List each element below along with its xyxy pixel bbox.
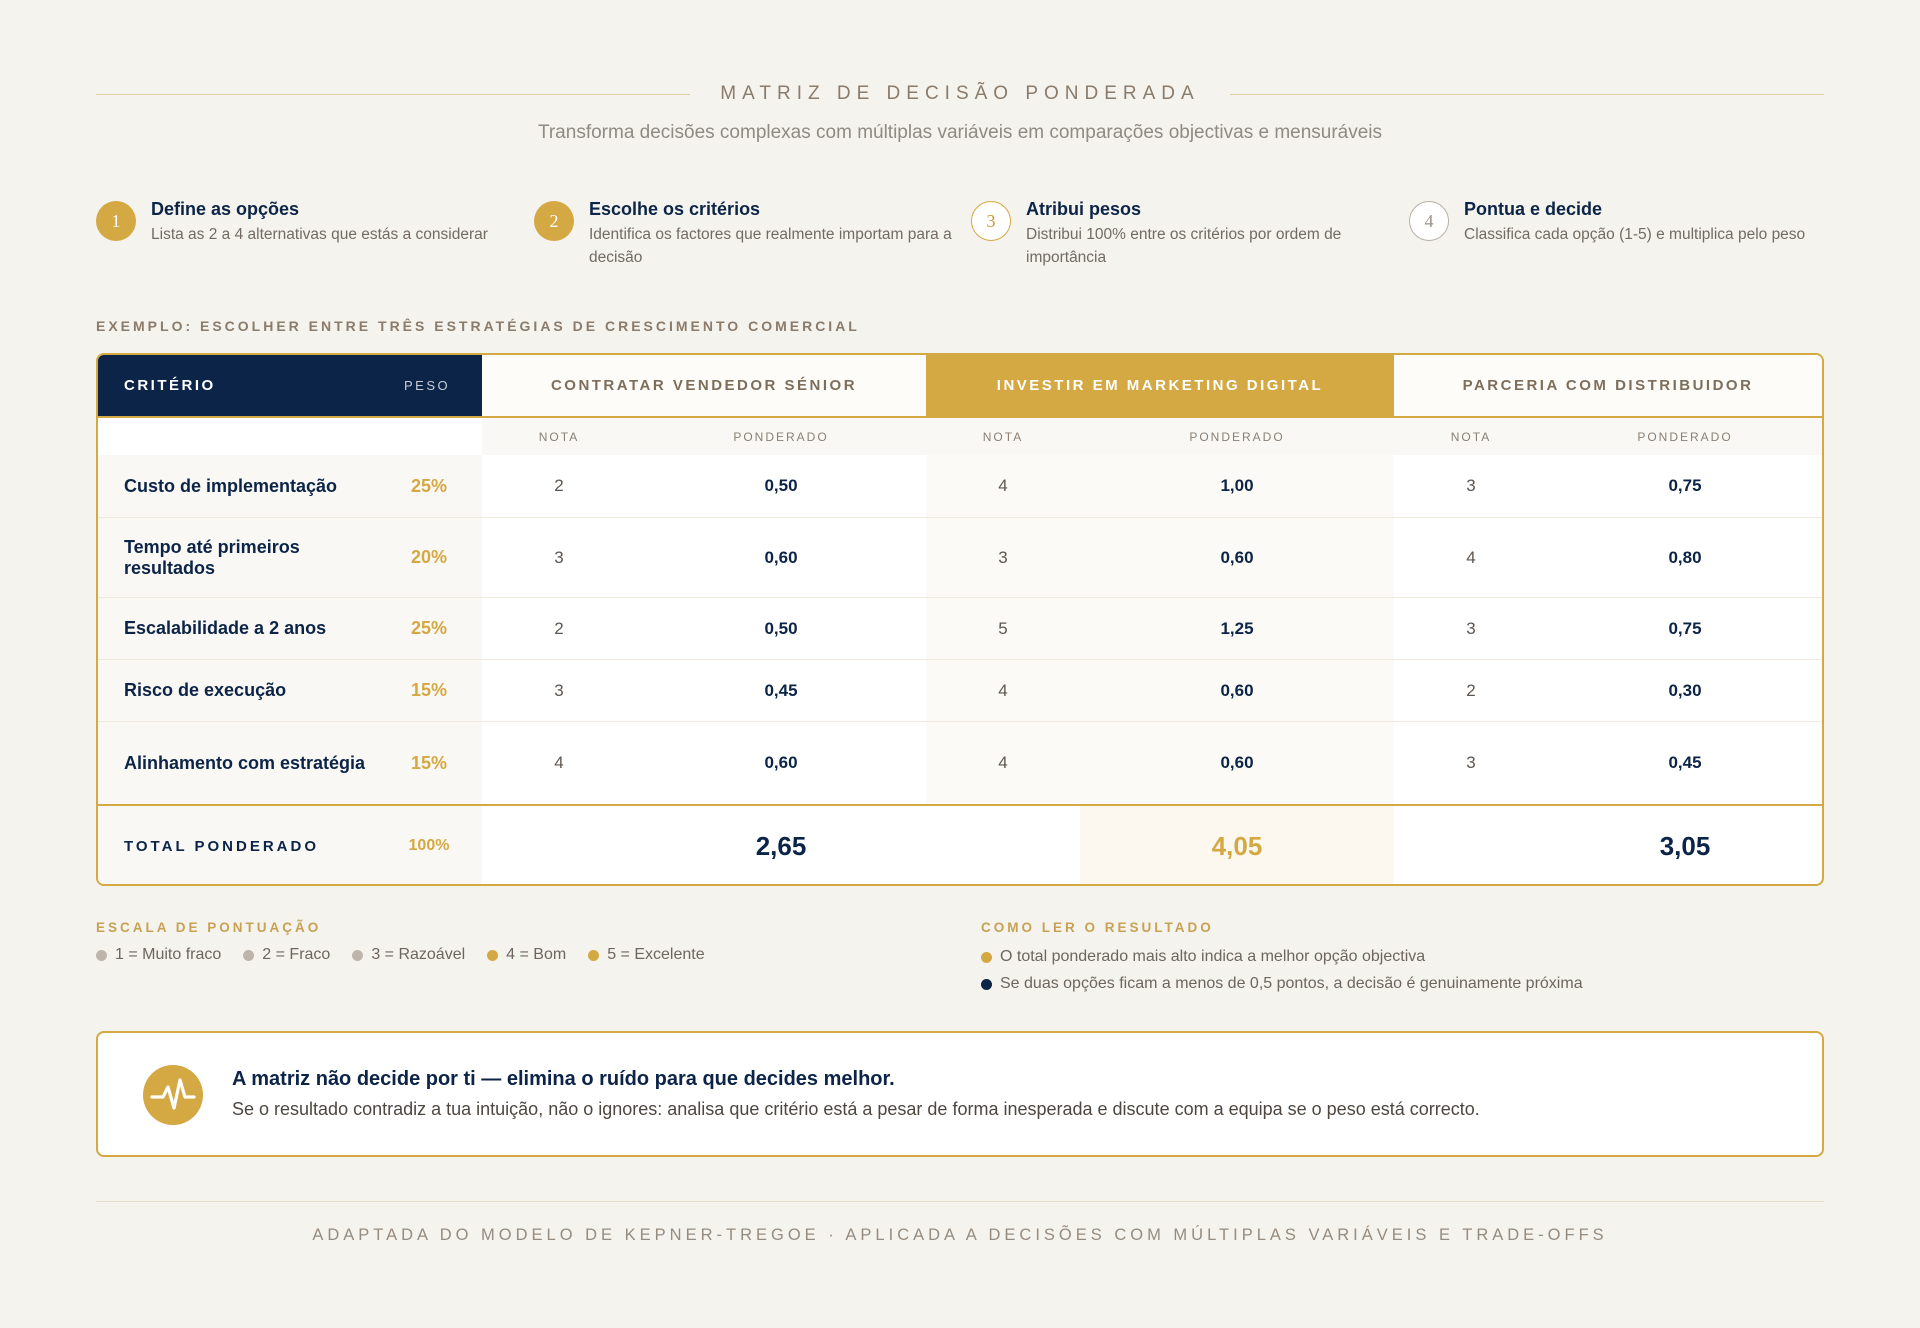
step-number: 1 (96, 201, 136, 241)
weighted-score-cell: 0,60 (1220, 753, 1254, 772)
scale-dot (96, 950, 107, 961)
weighted-score-cell: 0,60 (764, 753, 798, 772)
total-weight: 100% (408, 837, 450, 854)
option-header-1: CONTRATAR VENDEDOR SÉNIOR (482, 355, 926, 418)
scale-dot (352, 950, 363, 961)
score-cell: 2 (554, 476, 564, 495)
weighted-score-cell: 0,30 (1668, 680, 1702, 700)
weighted-score-cell: 1,00 (1220, 476, 1254, 495)
howto-dot (981, 952, 992, 963)
step-title: Pontua e decide (1464, 199, 1603, 219)
step-number: 3 (971, 201, 1011, 241)
callout-title: A matriz não decide por ti — elimina o ruído para que decides melhor. (232, 1068, 895, 1090)
howto-list (981, 946, 1583, 1000)
total-label: TOTAL PONDERADO (124, 837, 320, 855)
criterion-cell: Alinhamento com estratégia (124, 752, 366, 773)
example-label: EXEMPLO: ESCOLHER ENTRE TRÊS ESTRATÉGIAS DE CRESCIMENTO COMERCIAL (96, 318, 860, 334)
total-value-option-3: 3,05 (1659, 830, 1711, 861)
weight-cell: 15% (410, 752, 448, 773)
score-cell: 3 (554, 680, 564, 700)
page-title: MATRIZ DE DECISÃO PONDERADA (720, 83, 1200, 104)
criterion-cell: Tempo até primeiros resultados (124, 536, 300, 578)
howto-item-label: O total ponderado mais alto indica a melhor opção objectiva (1000, 948, 1426, 965)
score-cell: 4 (1466, 547, 1476, 567)
howto-label: COMO LER O RESULTADO (981, 920, 1214, 935)
criterion-header (98, 355, 482, 418)
sub-header-ponderado: PONDERADO (1548, 418, 1822, 455)
title-rule-left (96, 94, 690, 95)
score-cell: 4 (998, 476, 1008, 495)
scale-label: ESCALA DE PONTUAÇÃO (96, 920, 322, 935)
scale-item-label: 4 = Bom (506, 946, 567, 963)
step-1 (96, 196, 516, 246)
sub-header-row (98, 418, 1822, 455)
howto-item (981, 946, 1583, 968)
step-title: Define as opções (151, 199, 300, 219)
weight-cell: 25% (410, 475, 448, 496)
callout-description: Se o resultado contradiz a tua intuição, não o ignores: analisa que critério está a pesar de forma inesperada e discute com a equipa se o peso está correcto. (232, 1099, 1480, 1119)
scale-item-label: 1 = Muito fraco (115, 946, 222, 963)
step-number: 2 (534, 201, 574, 241)
score-cell: 3 (998, 547, 1008, 567)
step-2 (534, 196, 954, 269)
table-row (98, 455, 1822, 517)
table-row (98, 721, 1822, 804)
sub-header-nota: NOTA (1394, 418, 1548, 455)
weighted-score-cell: 0,50 (764, 618, 798, 638)
score-cell: 4 (998, 753, 1008, 772)
option-header-2: INVESTIR EM MARKETING DIGITAL (926, 355, 1394, 418)
step-title: Atribui pesos (1026, 199, 1142, 219)
criterion-cell: Custo de implementação (124, 475, 338, 496)
decision-matrix-table (96, 353, 1824, 886)
weight-cell: 25% (410, 618, 448, 638)
score-cell: 4 (554, 753, 564, 772)
pulse-icon (143, 1065, 203, 1125)
scale-item-label: 3 = Razoável (371, 946, 466, 963)
weighted-score-cell: 0,50 (764, 476, 798, 495)
step-title: Escolhe os critérios (589, 199, 761, 219)
page-subtitle: Transforma decisões complexas com múltiplas variáveis em comparações objectivas e mensuráveis (537, 122, 1383, 143)
scale-dot (487, 950, 498, 961)
howto-item (981, 973, 1583, 995)
total-row (98, 804, 1822, 886)
scale-item-label: 2 = Fraco (262, 946, 331, 963)
criterion-header-label: CRITÉRIO (124, 377, 216, 394)
footer-rule (96, 1201, 1824, 1202)
weighted-score-cell: 0,75 (1668, 476, 1702, 495)
weighted-score-cell: 1,25 (1220, 618, 1254, 638)
weighted-score-cell: 0,45 (764, 680, 798, 700)
score-cell: 3 (554, 547, 564, 567)
table-row (98, 659, 1822, 721)
weighted-score-cell: 0,60 (764, 547, 798, 567)
score-cell: 3 (1466, 476, 1476, 495)
weighted-score-cell: 0,75 (1668, 618, 1702, 638)
scale-legend (96, 946, 727, 964)
scale-item (588, 946, 704, 964)
step-3 (971, 196, 1391, 269)
step-description: Identifica os factores que realmente importam para a decisão (589, 226, 952, 266)
total-value-option-2: 4,05 (1080, 806, 1394, 886)
table-row (98, 597, 1822, 659)
step-number: 4 (1409, 201, 1449, 241)
score-cell: 2 (1466, 680, 1476, 700)
weighted-score-cell: 0,60 (1220, 547, 1254, 567)
weight-header-label: PESO (404, 378, 451, 393)
score-cell: 2 (554, 618, 564, 638)
scale-item (352, 946, 465, 964)
sub-header-nota: NOTA (482, 418, 636, 455)
weight-cell: 20% (410, 547, 448, 567)
footer-note: ADAPTADA DO MODELO DE KEPNER-TREGOE · APLICADA A DECISÕES COM MÚLTIPLAS VARIÁVEIS E TRADE-OFFS (312, 1226, 1608, 1244)
score-cell: 5 (998, 618, 1008, 638)
scale-dot (243, 950, 254, 961)
step-description: Lista as 2 a 4 alternativas que estás a considerar (151, 226, 488, 243)
total-value-option-1: 2,65 (755, 830, 807, 861)
weighted-score-cell: 0,45 (1668, 753, 1702, 772)
howto-item-label: Se duas opções ficam a menos de 0,5 pontos, a decisão é genuinamente próxima (1000, 975, 1583, 992)
scale-item (487, 946, 566, 964)
title-row (96, 80, 1824, 108)
callout-box (96, 1031, 1824, 1157)
step-description: Distribui 100% entre os critérios por ordem de importância (1026, 226, 1342, 266)
table-row (98, 517, 1822, 597)
criterion-cell: Risco de execução (124, 680, 287, 700)
steps (96, 196, 1824, 276)
title-rule-right (1230, 94, 1824, 95)
scale-item (243, 946, 330, 964)
criterion-cell: Escalabilidade a 2 anos (124, 618, 327, 638)
howto-dot (981, 979, 992, 990)
weighted-score-cell: 0,80 (1668, 547, 1702, 567)
score-cell: 3 (1466, 618, 1476, 638)
score-cell: 3 (1466, 753, 1476, 772)
weight-cell: 15% (410, 680, 448, 700)
weighted-score-cell: 0,60 (1220, 680, 1254, 700)
sub-header-ponderado: PONDERADO (636, 418, 926, 455)
score-cell: 4 (998, 680, 1008, 700)
sub-header-nota: NOTA (926, 418, 1080, 455)
step-description: Classifica cada opção (1-5) e multiplica pelo peso (1464, 226, 1806, 243)
step-4 (1409, 196, 1829, 246)
scale-item-label: 5 = Excelente (607, 946, 705, 963)
option-header-3: PARCERIA COM DISTRIBUIDOR (1394, 355, 1822, 418)
sub-header-ponderado: PONDERADO (1080, 418, 1394, 455)
scale-item (96, 946, 221, 964)
scale-dot (588, 950, 599, 961)
